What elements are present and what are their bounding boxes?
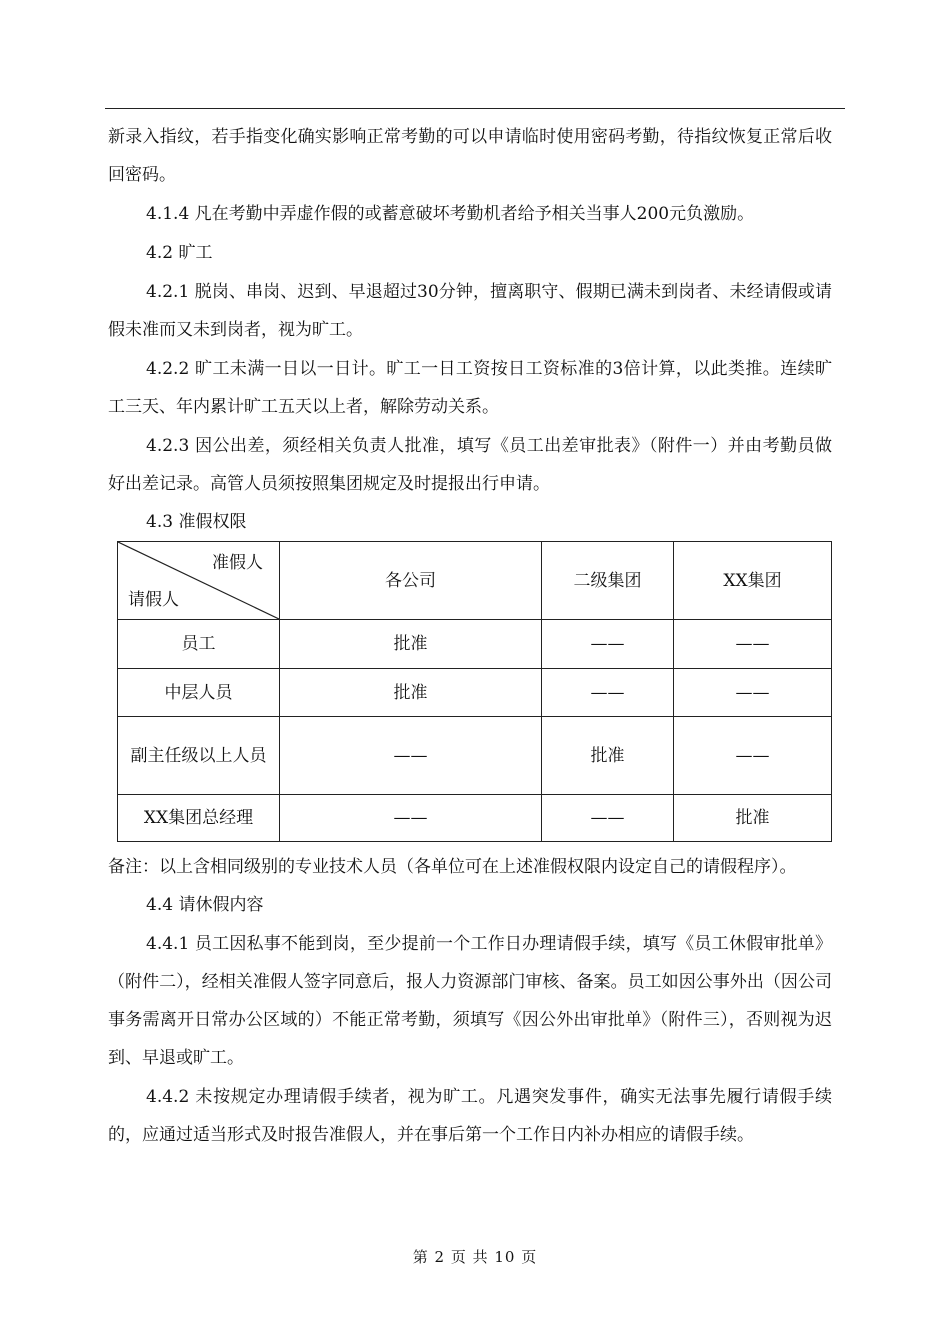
table-row: [118, 795, 832, 842]
table-remark: 备注：以上含相同级别的专业技术人员（各单位可在上述准假权限内设定自己的请假程序）。: [108, 857, 797, 877]
table-cell: ——: [674, 669, 832, 717]
paragraph-4-2-3: 4.2.3 因公出差，须经相关负责人批准，填写《员工出差审批表》（附件一）并由考勤员做好出差记录。高管人员须按照集团规定及时提报出行申请。: [108, 436, 832, 494]
leave-approval-table: [117, 541, 832, 842]
table-cell: ——: [674, 717, 832, 795]
table-cell: 批准: [280, 669, 542, 717]
table-row: [118, 717, 832, 795]
paragraph-4-2-1: 4.2.1 脱岗、串岗、迟到、早退超过30分钟，擅离职守、假期已满未到岗者、未经请假或请假未准而又未到岗者，视为旷工。: [108, 282, 832, 340]
table-row: [118, 620, 832, 669]
table-cell: ——: [280, 717, 542, 795]
column-header: 各公司: [280, 542, 542, 620]
table-diagonal-header-cell: [118, 542, 280, 620]
table-cell: 批准: [542, 717, 674, 795]
table-cell: ——: [542, 795, 674, 842]
paragraph-4-4-2: 4.4.2 未按规定办理请假手续者，视为旷工。凡遇突发事件，确实无法事先履行请假手续的，应通过适当形式及时报告准假人，并在事后第一个工作日内补办相应的请假手续。: [108, 1087, 832, 1145]
heading-4-4: 4.4 请休假内容: [146, 895, 264, 915]
row-label: XX集团总经理: [118, 795, 280, 842]
heading-4-3: 4.3 准假权限: [146, 512, 247, 532]
table-cell: 批准: [674, 795, 832, 842]
row-label: 员工: [118, 620, 280, 669]
table-cell: ——: [280, 795, 542, 842]
approver-header: 准假人: [212, 553, 263, 573]
page-body: [108, 118, 832, 1154]
paragraph-4-1-4: 4.1.4 凡在考勤中弄虚作假的或蓄意破坏考勤机者给予相关当事人200元负激励。: [146, 204, 755, 224]
heading-4-2: 4.2 旷工: [146, 243, 213, 263]
paragraph-continued: 新录入指纹，若手指变化确实影响正常考勤的可以申请临时使用密码考勤，待指纹恢复正常后收回密码。: [108, 127, 832, 185]
paragraph-4-2-2: 4.2.2 旷工未满一日以一日计。旷工一日工资按日工资标准的3倍计算，以此类推。连续旷工三天、年内累计旷工五天以上者，解除劳动关系。: [108, 359, 832, 417]
table-cell: ——: [542, 620, 674, 669]
applicant-header: 请假人: [128, 590, 179, 610]
row-label: 副主任级以上人员: [118, 717, 280, 795]
column-header: XX集团: [674, 542, 832, 620]
row-label: 中层人员: [118, 669, 280, 717]
paragraph-4-4-1: 4.4.1 员工因私事不能到岗，至少提前一个工作日办理请假手续，填写《员工休假审批单》（附件二），经相关准假人签字同意后，报人力资源部门审核、备案。员工如因公事外出（因公司事务需离开日常办公区域的）不能正常考勤，须填写《因公外出审批单》（附件三），否则视为迟到、早退或旷工。: [108, 934, 832, 1068]
column-header: 二级集团: [542, 542, 674, 620]
table-cell: 批准: [280, 620, 542, 669]
table-cell: ——: [674, 620, 832, 669]
page-number-footer: 第 2 页 共 10 页: [412, 1248, 538, 1266]
table-cell: ——: [542, 669, 674, 717]
table-row: [118, 669, 832, 717]
header-rule: [105, 108, 845, 109]
